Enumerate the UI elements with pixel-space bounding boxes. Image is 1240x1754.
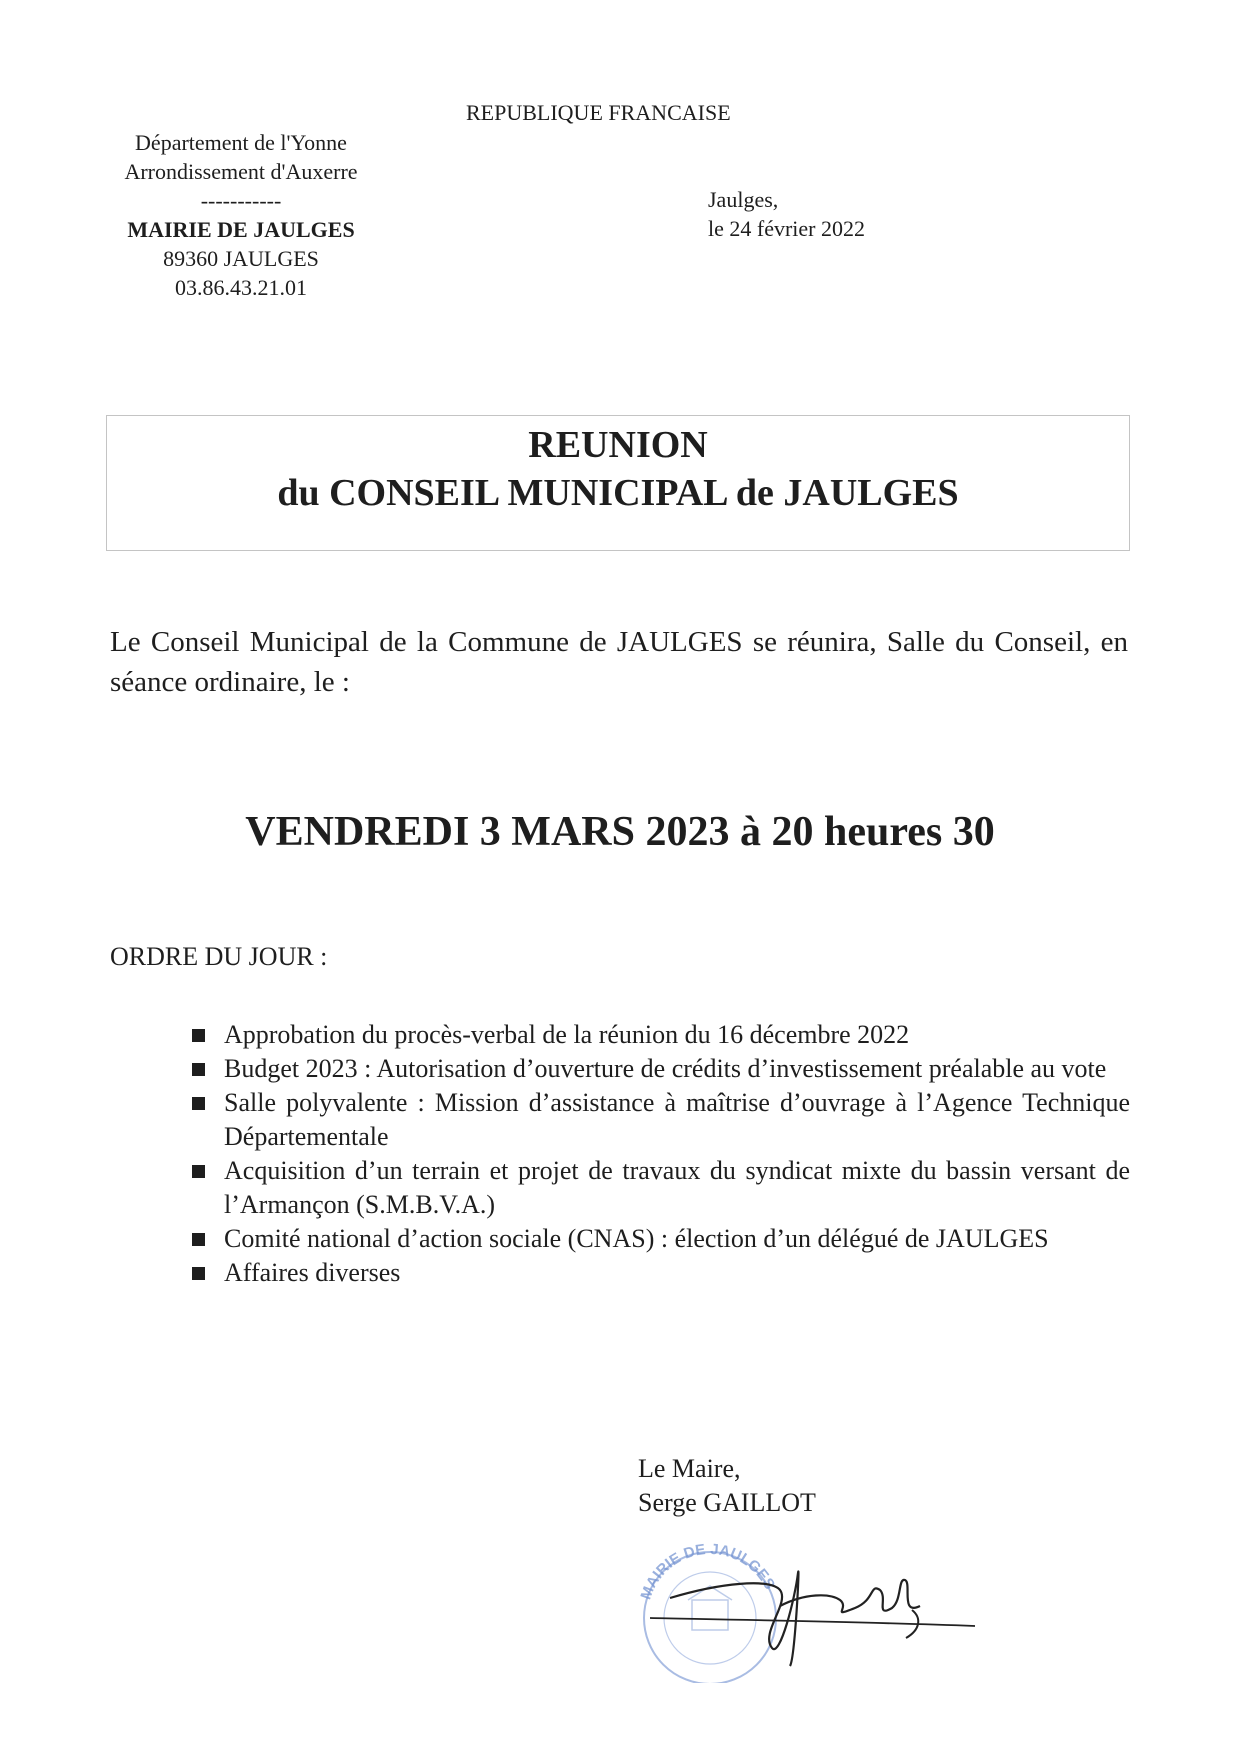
meeting-date: VENDREDI 3 MARS 2023 à 20 heures 30 [245, 809, 995, 855]
mairie-phone: 03.86.43.21.01 [175, 275, 307, 300]
title-box [106, 415, 1130, 551]
official-stamp-icon [630, 1538, 990, 1683]
agenda-item-text: Comité national d’action sociale (CNAS) : élection d’un délégué de JAULGES [224, 1224, 1049, 1253]
separator: ----------- [200, 188, 282, 213]
signature-block [638, 1452, 816, 1520]
republic-heading: REPUBLIQUE FRANCAISE [466, 100, 731, 125]
square-bullet-icon [192, 1267, 205, 1280]
agenda-item [190, 1018, 1130, 1052]
letter-date: le 24 février 2022 [708, 216, 865, 241]
signatory-name: Serge GAILLOT [638, 1488, 816, 1517]
agenda-item-text: Salle polyvalente : Mission d’assistance à maîtrise d’ouvrage à l’Agence Technique Départementale [224, 1088, 1130, 1151]
agenda-item [190, 1154, 1130, 1222]
agenda-item [190, 1052, 1130, 1086]
seal-and-signature [630, 1538, 990, 1683]
agenda-list [190, 1018, 1130, 1290]
square-bullet-icon [192, 1063, 205, 1076]
agenda-item-text: Budget 2023 : Autorisation d’ouverture de crédits d’investissement préalable au vote [224, 1054, 1107, 1083]
department: Département de l'Yonne [135, 130, 347, 155]
agenda-item-text: Approbation du procès-verbal de la réunion du 16 décembre 2022 [224, 1020, 910, 1049]
agenda-item [190, 1086, 1130, 1154]
agenda-item-text: Affaires diverses [224, 1258, 401, 1287]
svg-text:MAIRIE DE JAULGES: MAIRIE DE JAULGES [637, 1540, 779, 1602]
square-bullet-icon [192, 1165, 205, 1178]
intro-paragraph: Le Conseil Municipal de la Commune de JAULGES se réunira, Salle du Conseil, en séance ordinaire, le : [110, 626, 1128, 698]
agenda-item [190, 1222, 1130, 1256]
agenda-heading: ORDRE DU JOUR : [110, 942, 328, 971]
arrondissement: Arrondissement d'Auxerre [124, 159, 358, 184]
mairie-name: MAIRIE DE JAULGES [127, 217, 355, 242]
mairie-address: 89360 JAULGES [163, 246, 319, 271]
agenda-item-text: Acquisition d’un terrain et projet de travaux du syndicat mixte du bassin versant de l’Armançon (S.M.B.V.A.) [224, 1156, 1130, 1219]
title-line-2: du CONSEIL MUNICIPAL de JAULGES [277, 472, 959, 514]
date-block [708, 185, 865, 243]
signatory-role: Le Maire, [638, 1454, 741, 1483]
place: Jaulges, [708, 187, 779, 212]
sender-block [100, 128, 382, 302]
square-bullet-icon [192, 1097, 205, 1110]
agenda-item [190, 1256, 1130, 1290]
title-line-1: REUNION [528, 424, 708, 466]
square-bullet-icon [192, 1233, 205, 1246]
square-bullet-icon [192, 1029, 205, 1042]
